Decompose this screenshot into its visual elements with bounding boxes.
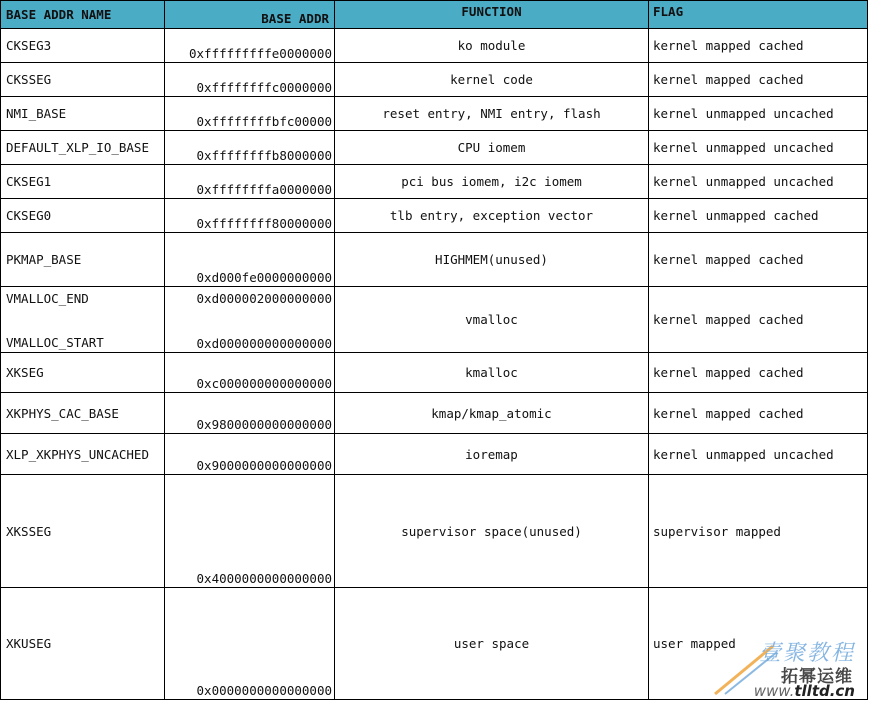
table-row [1,199,868,233]
row-function: ko module [335,29,649,63]
table-row [1,393,868,434]
row-name: XKSSEG [1,475,165,588]
row-addr: 0x4000000000000000 [165,475,335,588]
row-addr: 0x0000000000000000 [165,588,335,700]
row-name: CKSSEG [1,63,165,97]
row-name: XKUSEG [1,588,165,700]
row-addr: 0xd000002000000000 [196,291,332,306]
row-function: HIGHMEM(unused) [335,233,649,287]
row-function: pci bus iomem, i2c iomem [335,165,649,199]
row-flag: kernel unmapped cached [649,199,868,233]
row-flag: kernel unmapped uncached [649,131,868,165]
row-flag: kernel unmapped uncached [649,434,868,475]
row-flag: user mapped [649,588,868,700]
row-name-secondary: VMALLOC_START [6,335,104,350]
row-name: CKSEG1 [1,165,165,199]
row-function: kmalloc [335,353,649,393]
row-name: XLP_XKPHYS_UNCACHED [1,434,165,475]
row-function: supervisor space(unused) [335,475,649,588]
row-addr: 0xffffffffa0000000 [165,165,335,199]
row-flag: kernel mapped cached [649,29,868,63]
row-function: ioremap [335,434,649,475]
row-name: XKPHYS_CAC_BASE [1,393,165,434]
row-flag: kernel mapped cached [649,393,868,434]
row-addr-pair [165,287,335,353]
row-name: XKSEG [1,353,165,393]
row-flag: kernel unmapped uncached [649,97,868,131]
row-addr: 0x9000000000000000 [165,434,335,475]
header-function: FUNCTION [335,1,649,29]
row-name: NMI_BASE [1,97,165,131]
row-addr: 0xfffffffffe0000000 [165,29,335,63]
row-function: vmalloc [335,287,649,353]
watermark-url-main: tlltd.cn [794,682,855,700]
row-function: kernel code [335,63,649,97]
table-row [1,165,868,199]
row-function: kmap/kmap_atomic [335,393,649,434]
row-flag: kernel unmapped uncached [649,165,868,199]
table-row [1,475,868,588]
row-function: tlb entry, exception vector [335,199,649,233]
table-row [1,97,868,131]
row-name: CKSEG3 [1,29,165,63]
row-name: DEFAULT_XLP_IO_BASE [1,131,165,165]
row-addr: 0xffffffffc0000000 [165,63,335,97]
row-addr: 0xc000000000000000 [165,353,335,393]
row-addr: 0xffffffffb8000000 [165,131,335,165]
table-row [1,233,868,287]
row-flag: kernel mapped cached [649,233,868,287]
watermark-url-prefix: www. [753,682,795,700]
row-function: user space [335,588,649,700]
table-row [1,434,868,475]
table-row [1,287,868,353]
header-row [1,1,868,29]
row-function: CPU iomem [335,131,649,165]
row-flag: kernel mapped cached [649,353,868,393]
row-addr: 0xffffffffbfc00000 [165,97,335,131]
table-row [1,29,868,63]
table-row [1,63,868,97]
row-function: reset entry, NMI entry, flash [335,97,649,131]
row-addr: 0xffffffff80000000 [165,199,335,233]
header-base-addr: BASE ADDR [165,1,335,29]
table-row [1,131,868,165]
row-addr: 0xd000fe0000000000 [165,233,335,287]
row-name: CKSEG0 [1,199,165,233]
watermark-line2: 拓幂运维 [781,667,853,687]
row-flag: kernel mapped cached [649,287,868,353]
row-name: VMALLOC_END [6,291,89,306]
row-flag: kernel mapped cached [649,63,868,97]
row-name-pair [1,287,165,353]
row-flag: supervisor mapped [649,475,868,588]
table-row [1,588,868,700]
row-name: PKMAP_BASE [1,233,165,287]
header-base-addr-name: BASE ADDR NAME [1,1,165,29]
table-row [1,353,868,393]
header-flag: FLAG [649,1,868,29]
row-addr-secondary: 0xd000000000000000 [196,336,332,351]
watermark-line1: 壹聚教程 [758,641,855,666]
row-addr: 0x9800000000000000 [165,393,335,434]
